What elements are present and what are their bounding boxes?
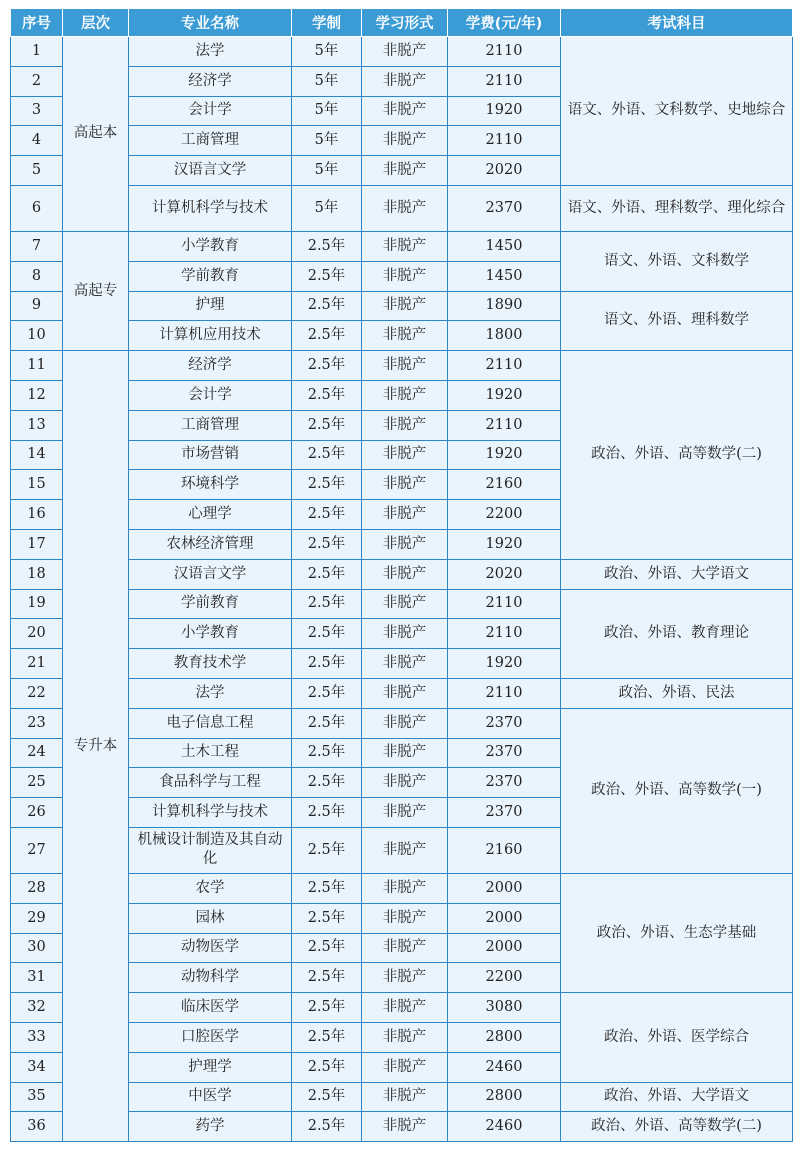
row-number: 19 <box>11 589 63 619</box>
row-number: 13 <box>11 410 63 440</box>
study-years: 2.5年 <box>292 321 362 351</box>
study-years: 2.5年 <box>292 1052 362 1082</box>
row-number: 5 <box>11 156 63 186</box>
study-years: 2.5年 <box>292 410 362 440</box>
study-years: 2.5年 <box>292 1112 362 1142</box>
row-number: 3 <box>11 96 63 126</box>
tuition-fee: 2370 <box>448 768 561 798</box>
major-name: 临床医学 <box>129 993 292 1023</box>
header-row <box>11 9 793 37</box>
header-years: 学制 <box>292 9 362 37</box>
tuition-fee: 1920 <box>448 529 561 559</box>
table-row <box>11 231 793 261</box>
study-years: 2.5年 <box>292 933 362 963</box>
study-years: 2.5年 <box>292 231 362 261</box>
study-mode: 非脱产 <box>362 738 448 768</box>
table-row <box>11 291 793 321</box>
study-mode: 非脱产 <box>362 873 448 903</box>
exam-subjects: 政治、外语、教育理论 <box>561 589 793 678</box>
study-years: 2.5年 <box>292 380 362 410</box>
exam-subjects: 政治、外语、高等数学(二) <box>561 1112 793 1142</box>
study-years: 2.5年 <box>292 738 362 768</box>
table-row <box>11 37 793 67</box>
study-years: 2.5年 <box>292 678 362 708</box>
row-number: 1 <box>11 37 63 67</box>
exam-subjects: 语文、外语、理科数学、理化综合 <box>561 185 793 231</box>
row-number: 27 <box>11 827 63 873</box>
header-mode: 学习形式 <box>362 9 448 37</box>
row-number: 4 <box>11 126 63 156</box>
major-name: 动物医学 <box>129 933 292 963</box>
major-name: 电子信息工程 <box>129 708 292 738</box>
row-number: 35 <box>11 1082 63 1112</box>
program-table <box>10 8 793 1142</box>
major-name: 市场营销 <box>129 440 292 470</box>
row-number: 17 <box>11 529 63 559</box>
major-name: 教育技术学 <box>129 649 292 679</box>
row-number: 7 <box>11 231 63 261</box>
major-name: 小学教育 <box>129 619 292 649</box>
exam-subjects: 政治、外语、民法 <box>561 678 793 708</box>
exam-subjects: 政治、外语、大学语文 <box>561 559 793 589</box>
study-mode: 非脱产 <box>362 619 448 649</box>
study-mode: 非脱产 <box>362 291 448 321</box>
exam-subjects: 政治、外语、生态学基础 <box>561 873 793 992</box>
row-number: 31 <box>11 963 63 993</box>
study-years: 2.5年 <box>292 1082 362 1112</box>
major-name: 经济学 <box>129 66 292 96</box>
study-mode: 非脱产 <box>362 798 448 828</box>
level-cell: 高起专 <box>63 231 129 350</box>
table-row <box>11 678 793 708</box>
tuition-fee: 2020 <box>448 559 561 589</box>
table-row <box>11 185 793 231</box>
tuition-fee: 1800 <box>448 321 561 351</box>
study-years: 5年 <box>292 96 362 126</box>
study-years: 2.5年 <box>292 827 362 873</box>
row-number: 2 <box>11 66 63 96</box>
study-mode: 非脱产 <box>362 470 448 500</box>
study-years: 2.5年 <box>292 589 362 619</box>
tuition-fee: 1920 <box>448 380 561 410</box>
tuition-fee: 1450 <box>448 261 561 291</box>
study-mode: 非脱产 <box>362 37 448 67</box>
major-name: 计算机科学与技术 <box>129 185 292 231</box>
major-name: 会计学 <box>129 96 292 126</box>
study-mode: 非脱产 <box>362 261 448 291</box>
study-years: 2.5年 <box>292 963 362 993</box>
tuition-fee: 2460 <box>448 1112 561 1142</box>
header-no: 序号 <box>11 9 63 37</box>
study-mode: 非脱产 <box>362 933 448 963</box>
major-name: 小学教育 <box>129 231 292 261</box>
exam-subjects: 语文、外语、文科数学 <box>561 231 793 291</box>
study-mode: 非脱产 <box>362 678 448 708</box>
row-number: 21 <box>11 649 63 679</box>
major-name: 环境科学 <box>129 470 292 500</box>
major-name: 计算机应用技术 <box>129 321 292 351</box>
tuition-fee: 2370 <box>448 738 561 768</box>
study-mode: 非脱产 <box>362 827 448 873</box>
study-years: 2.5年 <box>292 500 362 530</box>
study-years: 2.5年 <box>292 649 362 679</box>
tuition-fee: 2110 <box>448 678 561 708</box>
tuition-fee: 1920 <box>448 440 561 470</box>
study-mode: 非脱产 <box>362 66 448 96</box>
study-mode: 非脱产 <box>362 529 448 559</box>
study-mode: 非脱产 <box>362 1052 448 1082</box>
major-name: 学前教育 <box>129 589 292 619</box>
row-number: 18 <box>11 559 63 589</box>
study-years: 2.5年 <box>292 440 362 470</box>
tuition-fee: 2160 <box>448 827 561 873</box>
major-name: 动物科学 <box>129 963 292 993</box>
major-name: 心理学 <box>129 500 292 530</box>
study-years: 5年 <box>292 66 362 96</box>
study-years: 2.5年 <box>292 470 362 500</box>
study-years: 2.5年 <box>292 903 362 933</box>
major-name: 工商管理 <box>129 410 292 440</box>
study-years: 5年 <box>292 37 362 67</box>
tuition-fee: 2000 <box>448 903 561 933</box>
study-mode: 非脱产 <box>362 440 448 470</box>
tuition-fee: 1890 <box>448 291 561 321</box>
row-number: 9 <box>11 291 63 321</box>
study-mode: 非脱产 <box>362 380 448 410</box>
study-years: 2.5年 <box>292 619 362 649</box>
row-number: 15 <box>11 470 63 500</box>
tuition-fee: 2370 <box>448 708 561 738</box>
table-body <box>11 37 793 1142</box>
study-mode: 非脱产 <box>362 231 448 261</box>
level-cell: 高起本 <box>63 37 129 232</box>
header-level: 层次 <box>63 9 129 37</box>
study-years: 2.5年 <box>292 1022 362 1052</box>
major-name: 工商管理 <box>129 126 292 156</box>
tuition-fee: 1920 <box>448 96 561 126</box>
level-cell: 专升本 <box>63 351 129 1142</box>
table-row <box>11 873 793 903</box>
row-number: 30 <box>11 933 63 963</box>
exam-subjects: 政治、外语、高等数学(二) <box>561 351 793 560</box>
study-years: 2.5年 <box>292 559 362 589</box>
tuition-fee: 1920 <box>448 649 561 679</box>
study-mode: 非脱产 <box>362 963 448 993</box>
study-years: 2.5年 <box>292 798 362 828</box>
study-mode: 非脱产 <box>362 1022 448 1052</box>
exam-subjects: 语文、外语、理科数学 <box>561 291 793 351</box>
header-subjects: 考试科目 <box>561 9 793 37</box>
row-number: 22 <box>11 678 63 708</box>
tuition-fee: 2020 <box>448 156 561 186</box>
major-name: 经济学 <box>129 351 292 381</box>
study-mode: 非脱产 <box>362 993 448 1023</box>
study-mode: 非脱产 <box>362 903 448 933</box>
row-number: 6 <box>11 185 63 231</box>
study-years: 2.5年 <box>292 529 362 559</box>
study-years: 2.5年 <box>292 873 362 903</box>
row-number: 36 <box>11 1112 63 1142</box>
major-name: 会计学 <box>129 380 292 410</box>
study-years: 2.5年 <box>292 708 362 738</box>
study-years: 2.5年 <box>292 993 362 1023</box>
study-mode: 非脱产 <box>362 768 448 798</box>
row-number: 8 <box>11 261 63 291</box>
row-number: 34 <box>11 1052 63 1082</box>
major-name: 药学 <box>129 1112 292 1142</box>
row-number: 24 <box>11 738 63 768</box>
tuition-fee: 2800 <box>448 1082 561 1112</box>
major-name: 机械设计制造及其自动化 <box>129 827 292 873</box>
major-name: 食品科学与工程 <box>129 768 292 798</box>
row-number: 11 <box>11 351 63 381</box>
study-mode: 非脱产 <box>362 126 448 156</box>
study-mode: 非脱产 <box>362 708 448 738</box>
row-number: 16 <box>11 500 63 530</box>
study-mode: 非脱产 <box>362 1082 448 1112</box>
major-name: 汉语言文学 <box>129 559 292 589</box>
row-number: 33 <box>11 1022 63 1052</box>
major-name: 汉语言文学 <box>129 156 292 186</box>
table-row <box>11 1112 793 1142</box>
tuition-fee: 2000 <box>448 873 561 903</box>
study-years: 5年 <box>292 185 362 231</box>
row-number: 10 <box>11 321 63 351</box>
table-row <box>11 589 793 619</box>
row-number: 12 <box>11 380 63 410</box>
study-mode: 非脱产 <box>362 321 448 351</box>
row-number: 29 <box>11 903 63 933</box>
table-row <box>11 559 793 589</box>
row-number: 25 <box>11 768 63 798</box>
tuition-fee: 2370 <box>448 798 561 828</box>
row-number: 32 <box>11 993 63 1023</box>
tuition-fee: 2110 <box>448 589 561 619</box>
tuition-fee: 2110 <box>448 126 561 156</box>
study-years: 2.5年 <box>292 351 362 381</box>
tuition-fee: 2110 <box>448 66 561 96</box>
study-years: 2.5年 <box>292 768 362 798</box>
row-number: 26 <box>11 798 63 828</box>
major-name: 计算机科学与技术 <box>129 798 292 828</box>
row-number: 14 <box>11 440 63 470</box>
tuition-fee: 2110 <box>448 619 561 649</box>
study-years: 5年 <box>292 156 362 186</box>
tuition-fee: 1450 <box>448 231 561 261</box>
exam-subjects: 语文、外语、文科数学、史地综合 <box>561 37 793 186</box>
study-mode: 非脱产 <box>362 156 448 186</box>
major-name: 农学 <box>129 873 292 903</box>
study-mode: 非脱产 <box>362 1112 448 1142</box>
major-name: 法学 <box>129 37 292 67</box>
major-name: 园林 <box>129 903 292 933</box>
row-number: 20 <box>11 619 63 649</box>
major-name: 护理学 <box>129 1052 292 1082</box>
table-row <box>11 993 793 1023</box>
header-major: 专业名称 <box>129 9 292 37</box>
major-name: 中医学 <box>129 1082 292 1112</box>
study-mode: 非脱产 <box>362 500 448 530</box>
tuition-fee: 2200 <box>448 963 561 993</box>
tuition-fee: 2460 <box>448 1052 561 1082</box>
tuition-fee: 2110 <box>448 410 561 440</box>
header-fee: 学费(元/年) <box>448 9 561 37</box>
top-strip <box>0 0 800 8</box>
table-row <box>11 1082 793 1112</box>
tuition-fee: 2110 <box>448 37 561 67</box>
study-mode: 非脱产 <box>362 410 448 440</box>
row-number: 28 <box>11 873 63 903</box>
major-name: 土木工程 <box>129 738 292 768</box>
major-name: 护理 <box>129 291 292 321</box>
study-mode: 非脱产 <box>362 559 448 589</box>
study-mode: 非脱产 <box>362 589 448 619</box>
major-name: 口腔医学 <box>129 1022 292 1052</box>
exam-subjects: 政治、外语、高等数学(一) <box>561 708 793 873</box>
tuition-fee: 2800 <box>448 1022 561 1052</box>
exam-subjects: 政治、外语、医学综合 <box>561 993 793 1082</box>
tuition-fee: 2110 <box>448 351 561 381</box>
tuition-fee: 3080 <box>448 993 561 1023</box>
major-name: 法学 <box>129 678 292 708</box>
row-number: 23 <box>11 708 63 738</box>
study-mode: 非脱产 <box>362 185 448 231</box>
tuition-fee: 2200 <box>448 500 561 530</box>
major-name: 学前教育 <box>129 261 292 291</box>
study-mode: 非脱产 <box>362 649 448 679</box>
tuition-fee: 2000 <box>448 933 561 963</box>
study-mode: 非脱产 <box>362 351 448 381</box>
study-years: 5年 <box>292 126 362 156</box>
study-years: 2.5年 <box>292 261 362 291</box>
table-row <box>11 351 793 381</box>
major-name: 农林经济管理 <box>129 529 292 559</box>
study-mode: 非脱产 <box>362 96 448 126</box>
tuition-fee: 2160 <box>448 470 561 500</box>
table-row <box>11 708 793 738</box>
exam-subjects: 政治、外语、大学语文 <box>561 1082 793 1112</box>
study-years: 2.5年 <box>292 291 362 321</box>
tuition-fee: 2370 <box>448 185 561 231</box>
